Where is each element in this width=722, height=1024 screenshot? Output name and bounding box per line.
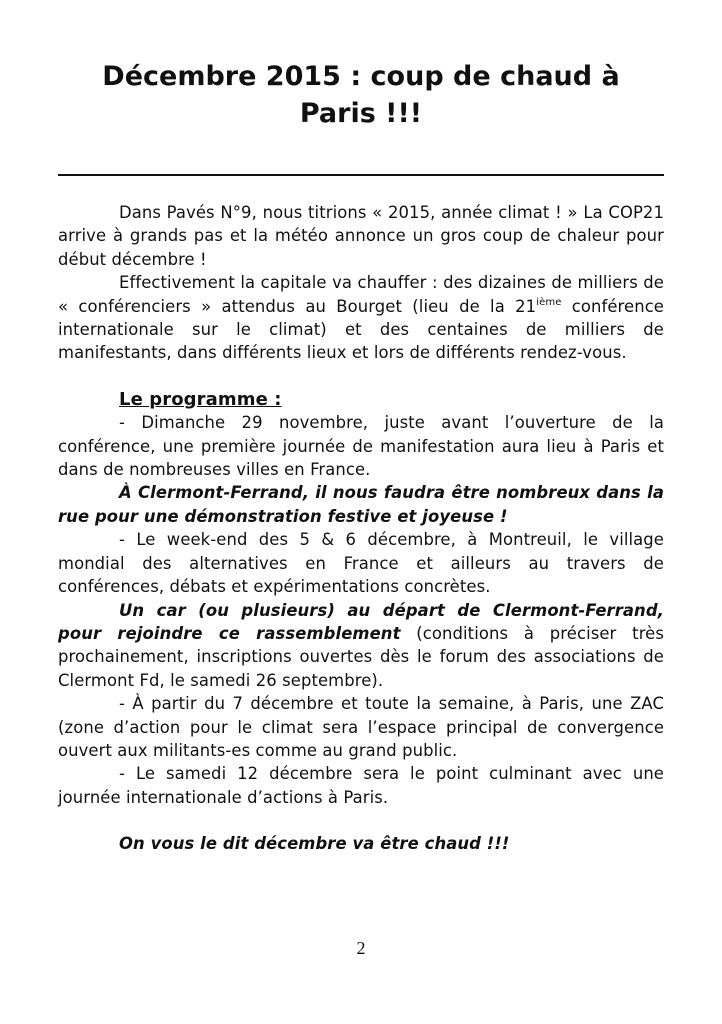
intro-paragraph-2-start: Effectivement la capitale va chauffer : des dizaines de milliers de « conférenciers » attendus au Bourget (lieu de la 21: [58, 273, 664, 316]
programme-heading: Le programme :: [119, 388, 282, 410]
closing-line: On vous le dit décembre va être chaud !!!: [119, 834, 510, 854]
page-number: 2: [356, 938, 366, 958]
title-line-1: Décembre 2015 : coup de chaud à: [102, 61, 620, 92]
intro-paragraph-2: [58, 271, 664, 365]
programme-item-1: - Dimanche 29 novembre, juste avant l’ouverture de la conférence, une première journée de manifestation aura lieu à Paris et dans de nombreuses villes en France.: [58, 413, 664, 480]
programme-heading-line: [58, 388, 664, 411]
title-divider: [58, 174, 664, 176]
programme-item-1-emphasis: À Clermont-Ferrand, il nous faudra être nombreux dans la rue pour une démonstration festive et joyeuse !: [58, 483, 664, 526]
programme-item-3: - À partir du 7 décembre et toute la semaine, à Paris, une ZAC (zone d’action pour le climat sera l’espace principal de convergence ouvert aux militants-es comme au grand public.: [58, 694, 664, 760]
bus-details: (conditions à préciser très prochainement, inscriptions ouvertes dès le forum des associations de Clermont Fd, le samedi 26 septembre).: [58, 623, 664, 690]
intro-paragraph-2-end: conférence internationale sur le climat) et des centaines de milliers de manifestants, dans différents lieux et lors de différents rendez-vous.: [58, 296, 664, 363]
programme-item-4: - Le samedi 12 décembre sera le point culminant avec une journée internationale d’actions à Paris.: [58, 764, 664, 807]
bus-emphasis: Un car (ou plusieurs) au départ de Clermont-Ferrand, pour rejoindre ce rassemblement: [58, 600, 664, 643]
programme-item-2: - Le week-end des 5 & 6 décembre, à Montreuil, le village mondial des alternatives en France et ailleurs au travers de conférences, débats et expérimentations concrètes.: [58, 530, 664, 597]
intro-paragraph-1: Dans Pavés N°9, nous titrions « 2015, année climat ! » La COP21 arrive à grands pas et la météo annonce un gros coup de chaleur pour début décembre !: [58, 203, 664, 269]
ordinal-superscript: ième: [536, 296, 562, 308]
page-title: [58, 58, 664, 132]
programme-item-2-bus: [58, 599, 664, 693]
title-line-2: Paris !!!: [299, 98, 423, 129]
article-body: [58, 201, 664, 856]
